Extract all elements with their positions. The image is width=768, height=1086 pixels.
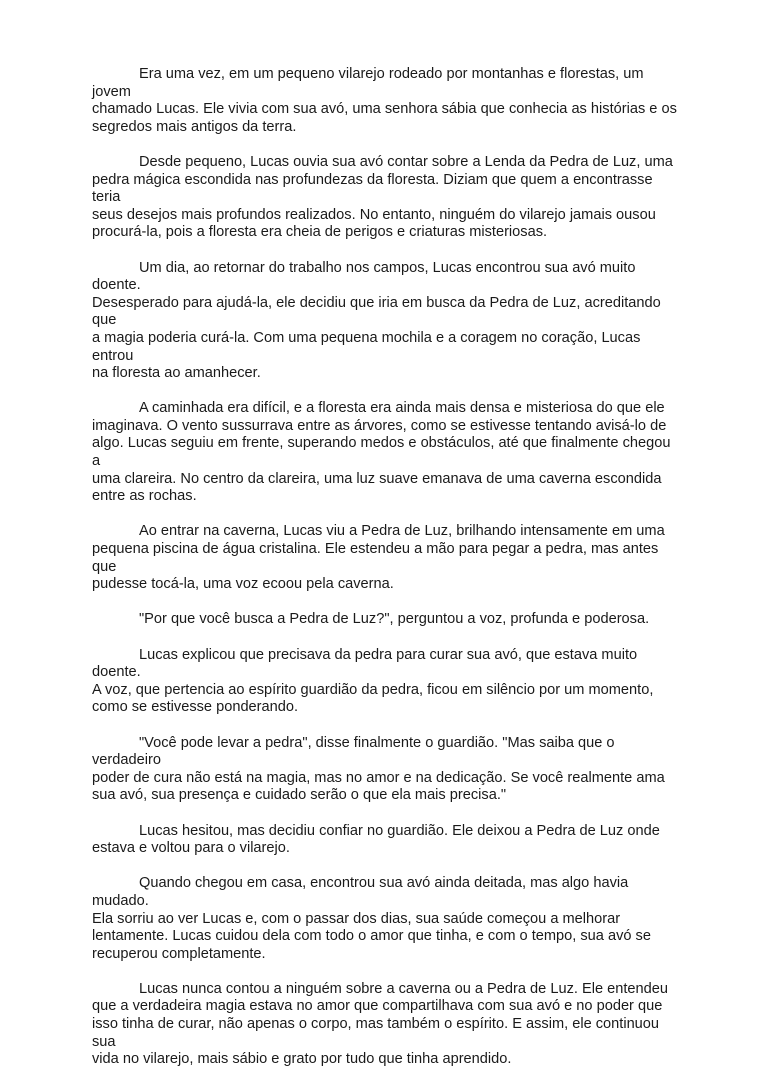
paragraph-11: Lucas nunca contou a ninguém sobre a caverna ou a Pedra de Luz. Ele entendeu que a verdadeira magia estava no amor que compartilhava com sua avó e no poder que isso tinha de curar, não apenas o corpo, mas também o espírito. E assim, ele continuou sua vida no vilarejo, mais sábio e grato por tudo que tinha aprendido. (92, 980, 668, 1068)
paragraph-6: "Por que você busca a Pedra de Luz?", perguntou a voz, profunda e poderosa. (139, 611, 650, 628)
paragraph-2: Desde pequeno, Lucas ouvia sua avó contar sobre a Lenda da Pedra de Luz, uma pedra mágica escondida nas profundezas da floresta. Diziam que quem a encontrasse teria seus desejos mais profundos realizados. No entanto, ninguém do vilarejo jamais ousou procurá-la, pois a floresta era cheia de perigos e criaturas misteriosas. (92, 153, 673, 241)
paragraph-5: Ao entrar na caverna, Lucas viu a Pedra de Luz, brilhando intensamente em uma pequena piscina de água cristalina. Ele estendeu a mão para pegar a pedra, mas antes que pudesse tocá-la, uma voz ecoou pela caverna. (92, 523, 665, 593)
paragraph-8: "Você pode levar a pedra", disse finalmente o guardião. "Mas saiba que o verdadeiro poder de cura não está na magia, mas no amor e na dedicação. Se você realmente ama sua avó, sua presença e cuidado serão o que ela mais precisa." (92, 734, 665, 804)
paragraph-1: Era uma vez, em um pequeno vilarejo rodeado por montanhas e florestas, um jovem chamado Lucas. Ele vivia com sua avó, uma senhora sábia que conhecia as histórias e os segredos mais antigos da terra. (92, 66, 677, 135)
paragraph-3: Um dia, ao retornar do trabalho nos campos, Lucas encontrou sua avó muito doente. Desesperado para ajudá-la, ele decidiu que iria em busca da Pedra de Luz, acreditando que a magia poderia curá-la. Com uma pequena mochila e a coragem no coração, Lucas entrou na floresta ao amanhecer. (92, 259, 661, 382)
paragraph-4: A caminhada era difícil, e a floresta era ainda mais densa e misteriosa do que ele imaginava. O vento sussurrava entre as árvores, como se estivesse tentando avisá-lo de algo. Lucas seguiu em frente, superando medos e obstáculos, até que finalmente chegou a uma clareira. No centro da clareira, uma luz suave emanava de uma caverna escondida entre as rochas. (92, 400, 671, 505)
paragraph-7: Lucas explicou que precisava da pedra para curar sua avó, que estava muito doente. A voz, que pertencia ao espírito guardião da pedra, ficou em silêncio por um momento, como se estivesse ponderando. (92, 646, 654, 716)
document-page (92, 66, 682, 1086)
paragraph-10: Quando chegou em casa, encontrou sua avó ainda deitada, mas algo havia mudado. Ela sorriu ao ver Lucas e, com o passar dos dias, sua saúde começou a melhorar lentamente. Lucas cuidou dela com todo o amor que tinha, e com o tempo, sua avó se recuperou completamente. (92, 875, 651, 962)
paragraph-9: Lucas hesitou, mas decidiu confiar no guardião. Ele deixou a Pedra de Luz onde estava e voltou para o vilarejo. (92, 822, 660, 857)
